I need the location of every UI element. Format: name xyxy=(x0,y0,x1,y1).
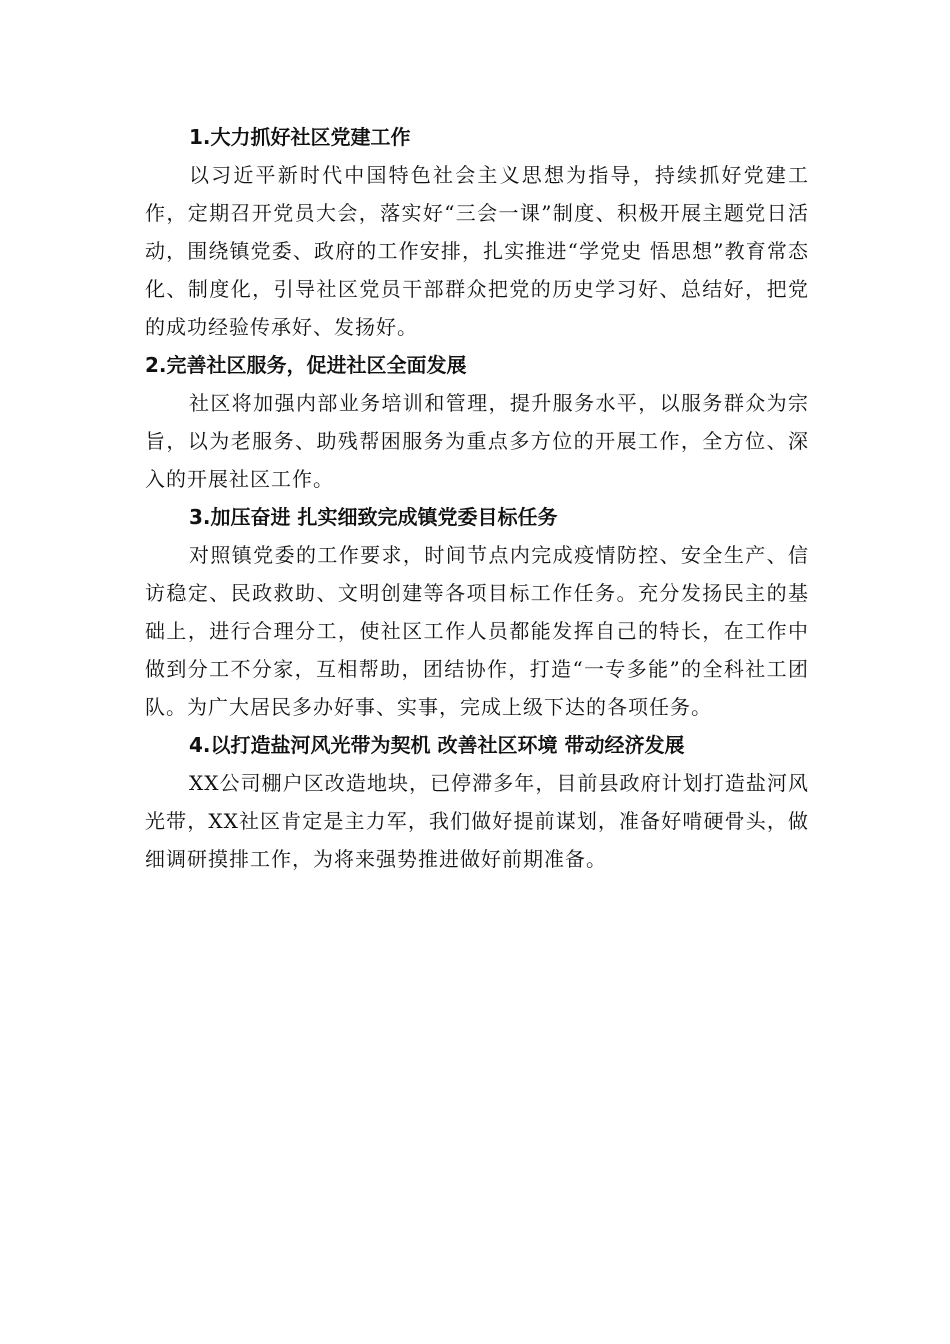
document-page xyxy=(145,118,809,878)
section-4-heading: 4.以打造盐河风光带为契机 改善社区环境 带动经济发展 xyxy=(189,733,685,757)
section-2-heading: 2.完善社区服务，促进社区全面发展 xyxy=(145,353,467,377)
section-1-heading: 1.大力抓好社区党建工作 xyxy=(189,125,411,149)
section-3-body: 对照镇党委的工作要求，时间节点内完成疫情防控、安全生产、信访稳定、民政救助、文明创建等各项目标工作任务。充分发扬民主的基础上，进行合理分工，使社区工作人员都能发挥自己的特长，在工作中做到分工不分家，互相帮助，团结协作，打造“一专多能”的全科社工团队。为广大居民多办好事、实事，完成上级下达的各项任务。 xyxy=(145,543,809,719)
section-3-heading: 3.加压奋进 扎实细致完成镇党委目标任务 xyxy=(189,505,558,529)
section-4-body: XX公司棚户区改造地块，已停滞多年，目前县政府计划打造盐河风光带，XX社区肯定是主力军，我们做好提前谋划，准备好啃硬骨头，做细调研摸排工作，为将来强势推进做好前期准备。 xyxy=(145,771,809,871)
section-1-body: 以习近平新时代中国特色社会主义思想为指导，持续抓好党建工作，定期召开党员大会，落实好“三会一课”制度、积极开展主题党日活动，围绕镇党委、政府的工作安排，扎实推进“学党史 悟思想”教育常态化、制度化，引导社区党员干部群众把党的历史学习好、总结好，把党的成功经验传承好、发扬好。 xyxy=(145,163,809,339)
section-2-body: 社区将加强内部业务培训和管理，提升服务水平，以服务群众为宗旨，以为老服务、助残帮困服务为重点多方位的开展工作，全方位、深入的开展社区工作。 xyxy=(145,391,809,491)
